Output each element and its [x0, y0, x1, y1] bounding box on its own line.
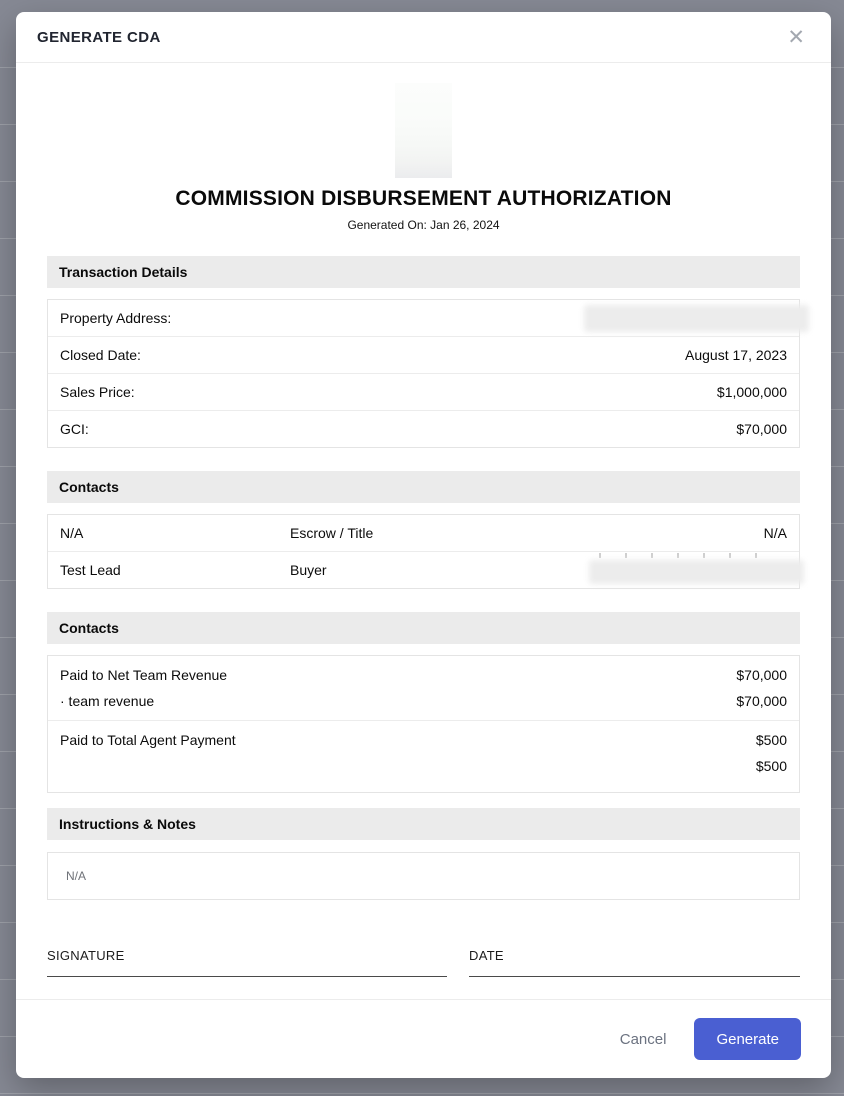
table-row [48, 373, 799, 410]
table-row [48, 720, 799, 792]
payment-sub-amount: $70,000 [736, 693, 787, 709]
section-heading-notes: Instructions & Notes [47, 808, 800, 840]
brokerage-logo [395, 83, 452, 178]
contact-name: Test Lead [60, 562, 121, 578]
table-row [48, 551, 799, 588]
payment-sub-amount: $500 [755, 758, 787, 774]
row-value: August 17, 2023 [685, 347, 787, 363]
row-label: Closed Date: [60, 347, 141, 363]
contact-value: N/A [763, 525, 787, 541]
notes-box [47, 852, 800, 900]
redacted-text-remnant [599, 553, 779, 558]
signature-block [47, 948, 800, 977]
section-heading-payments: Contacts [47, 612, 800, 644]
section-heading-transaction-details: Transaction Details [47, 256, 800, 288]
payments-table [47, 655, 800, 793]
contact-role: Buyer [290, 562, 327, 578]
document-title: COMMISSION DISBURSEMENT AUTHORIZATION [175, 187, 672, 210]
signature-label: SIGNATURE [47, 948, 125, 963]
row-label: Property Address: [60, 310, 172, 326]
close-icon[interactable]: ✕ [787, 25, 805, 49]
modal-header [16, 12, 831, 63]
transaction-details-table [47, 299, 800, 448]
table-row [48, 515, 799, 551]
section-heading-contacts: Contacts [47, 471, 800, 503]
row-label: Sales Price: [60, 384, 135, 400]
redacted-property-address [584, 305, 809, 332]
date-line [469, 976, 800, 977]
generate-button[interactable]: Generate [694, 1018, 801, 1060]
signature-column [47, 948, 447, 977]
modal-title: GENERATE CDA [37, 28, 161, 46]
row-value: $70,000 [736, 421, 787, 437]
contacts-table [47, 514, 800, 589]
date-label: DATE [469, 948, 504, 963]
notes-value: N/A [66, 869, 87, 883]
contact-name: N/A [60, 525, 84, 541]
generated-on-text: Generated On: Jan 26, 2024 [347, 218, 500, 232]
row-label: GCI: [60, 421, 89, 437]
table-row [48, 300, 799, 336]
payment-sub-label: · team revenue [60, 693, 155, 709]
table-row [48, 656, 799, 720]
table-row [48, 410, 799, 447]
payment-label: Paid to Net Team Revenue [60, 667, 228, 683]
modal-footer [16, 999, 831, 1078]
row-value: $1,000,000 [716, 384, 787, 400]
payment-amount: $500 [755, 732, 787, 748]
contact-role: Escrow / Title [290, 525, 374, 541]
date-column [469, 948, 800, 977]
generate-cda-modal [16, 12, 831, 1078]
payment-amount: $70,000 [736, 667, 787, 683]
redacted-buyer-contact [589, 560, 804, 584]
cda-document-preview [16, 63, 831, 999]
cancel-button[interactable]: Cancel [614, 1023, 673, 1056]
table-row [48, 336, 799, 373]
payment-label: Paid to Total Agent Payment [60, 732, 236, 748]
signature-line [47, 976, 447, 977]
